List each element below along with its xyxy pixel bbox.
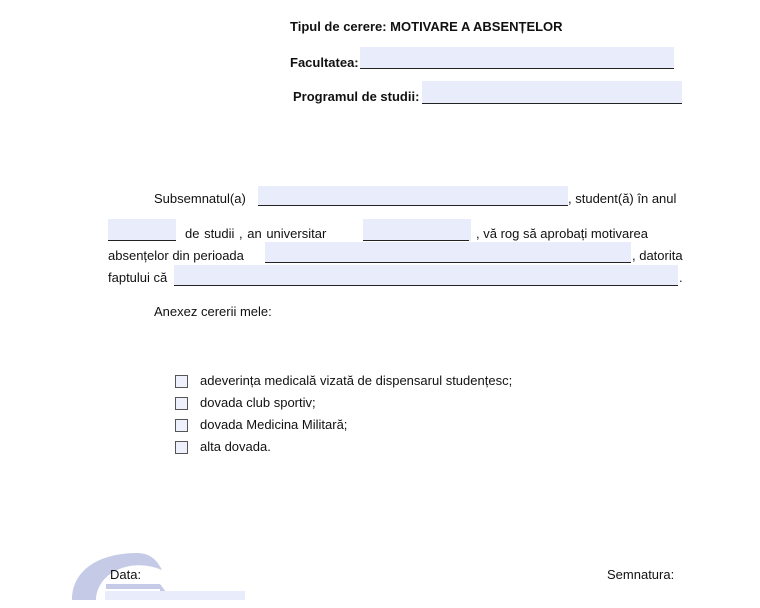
reason-underline <box>174 285 678 286</box>
subsemnatul-text: Subsemnatul(a) <box>154 191 246 206</box>
program-underline <box>422 103 682 104</box>
year-field[interactable] <box>108 219 176 241</box>
annex-item-military-medicine: dovada Medicina Militară; <box>200 417 348 432</box>
request-text: , vă rog să aprobați motivarea <box>476 226 648 241</box>
checkbox-military-medicine[interactable] <box>175 419 188 432</box>
period-underline <box>265 262 631 263</box>
checkbox-medical[interactable] <box>175 375 188 388</box>
study-year-text: de studii , an universitar <box>185 226 327 241</box>
name-field[interactable] <box>258 186 568 206</box>
date-field[interactable] <box>105 591 245 600</box>
reason-field[interactable] <box>174 265 678 286</box>
reason-period: . <box>679 270 683 285</box>
faculty-label: Facultatea: <box>290 55 359 70</box>
annex-item-medical: adeverința medicală vizată de dispensarul studențesc; <box>200 373 513 388</box>
signature-label: Semnatura: <box>607 567 675 582</box>
annex-item-sport-club: dovada club sportiv; <box>200 395 316 410</box>
student-year-text: , student(ă) în anul <box>568 191 677 206</box>
academic-year-field[interactable] <box>363 219 471 241</box>
period-field[interactable] <box>265 242 631 263</box>
date-label: Data: <box>110 567 142 582</box>
due-to-text: , datorita <box>632 248 683 263</box>
academic-year-underline <box>363 240 469 241</box>
name-underline <box>258 205 568 206</box>
faculty-underline <box>360 68 674 69</box>
year-underline <box>108 240 176 241</box>
annex-label: Anexez cererii mele: <box>154 304 272 319</box>
program-label: Programul de studii: <box>293 89 420 104</box>
absences-text: absențelor din perioada <box>108 248 244 263</box>
checkbox-other[interactable] <box>175 441 188 454</box>
checkbox-sport-club[interactable] <box>175 397 188 410</box>
faculty-field[interactable] <box>360 47 674 69</box>
annex-item-other: alta dovada. <box>200 439 271 454</box>
reason-label: faptului că <box>108 270 168 285</box>
request-type-title: Tipul de cerere: MOTIVARE A ABSENȚELOR <box>290 19 563 34</box>
program-field[interactable] <box>422 81 682 103</box>
